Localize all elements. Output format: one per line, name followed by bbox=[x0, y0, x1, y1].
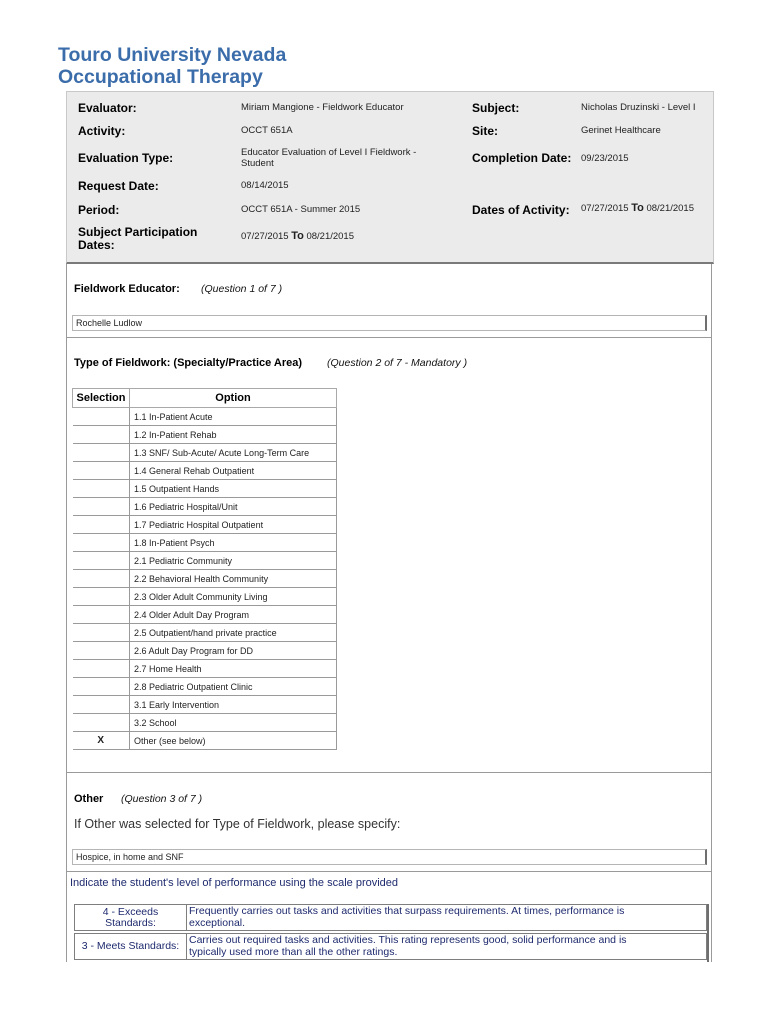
q3-label: Other bbox=[74, 793, 104, 805]
selection-cell[interactable] bbox=[73, 426, 130, 444]
fieldwork-option-row[interactable] bbox=[73, 588, 337, 606]
fieldwork-option-row[interactable] bbox=[73, 642, 337, 660]
fieldwork-type-table bbox=[72, 388, 337, 750]
option-label: 2.3 Older Adult Community Living bbox=[130, 588, 337, 606]
option-label: 2.4 Older Adult Day Program bbox=[130, 606, 337, 624]
completion-date-value: 09/23/2015 bbox=[581, 153, 629, 164]
fieldwork-option-row[interactable] bbox=[73, 462, 337, 480]
q1-meta: (Question 1 of 7 ) bbox=[201, 283, 283, 295]
option-label: 1.1 In-Patient Acute bbox=[130, 408, 337, 426]
evaluation-type-line1: Educator Evaluation of Level I Fieldwork - bbox=[241, 147, 417, 158]
evaluator-label: Evaluator: bbox=[78, 101, 137, 115]
option-label: 1.8 In-Patient Psych bbox=[130, 534, 337, 552]
period-value: OCCT 651A - Summer 2015 bbox=[241, 204, 361, 215]
scale-description-line1: Frequently carries out tasks and activities that surpass requirements. At times, performance is bbox=[189, 905, 625, 917]
option-label: 2.7 Home Health bbox=[130, 660, 337, 678]
selection-cell[interactable] bbox=[73, 570, 130, 588]
participation-dates-value bbox=[241, 231, 354, 242]
rating-scale-table bbox=[74, 904, 709, 962]
participation-to-word: To bbox=[291, 230, 304, 242]
option-label: 1.4 General Rehab Outpatient bbox=[130, 462, 337, 480]
scale-level-line2: Standards: bbox=[105, 916, 156, 929]
participation-label-line2: Dates: bbox=[78, 238, 115, 252]
q3-answer-field[interactable]: Hospice, in home and SNF bbox=[72, 849, 707, 865]
site-value: Gerinet Healthcare bbox=[581, 125, 661, 136]
fieldwork-option-row[interactable] bbox=[73, 426, 337, 444]
q1-label: Fieldwork Educator: bbox=[74, 283, 180, 295]
activity-value: OCCT 651A bbox=[241, 125, 293, 136]
q3-meta: (Question 3 of 7 ) bbox=[121, 793, 203, 805]
university-name: Touro University Nevada bbox=[58, 44, 287, 66]
selection-cell[interactable] bbox=[73, 498, 130, 516]
selection-cell[interactable] bbox=[73, 606, 130, 624]
option-label: 2.5 Outpatient/hand private practice bbox=[130, 624, 337, 642]
scale-description-line2: exceptional. bbox=[189, 916, 246, 929]
section-divider bbox=[66, 871, 712, 872]
option-label: 1.2 In-Patient Rehab bbox=[130, 426, 337, 444]
activity-end-date: 08/21/2015 bbox=[646, 203, 694, 214]
option-label: 2.8 Pediatric Outpatient Clinic bbox=[130, 678, 337, 696]
option-label: 2.1 Pediatric Community bbox=[130, 552, 337, 570]
selection-cell[interactable] bbox=[73, 624, 130, 642]
completion-date-label: Completion Date: bbox=[472, 151, 572, 165]
fieldwork-option-row[interactable] bbox=[73, 624, 337, 642]
selection-cell[interactable] bbox=[73, 408, 130, 426]
option-column-header: Option bbox=[130, 389, 337, 408]
scale-level bbox=[75, 905, 187, 930]
selection-cell[interactable] bbox=[73, 534, 130, 552]
option-label: 2.2 Behavioral Health Community bbox=[130, 570, 337, 588]
activity-label: Activity: bbox=[78, 124, 126, 138]
fieldwork-option-row[interactable] bbox=[73, 660, 337, 678]
option-label: 1.6 Pediatric Hospital/Unit bbox=[130, 498, 337, 516]
fieldwork-option-row[interactable] bbox=[73, 570, 337, 588]
scale-level bbox=[75, 934, 187, 959]
scale-description bbox=[187, 905, 706, 930]
q3-prompt: If Other was selected for Type of Fieldwork, please specify: bbox=[74, 817, 401, 831]
selection-column-header: Selection bbox=[73, 389, 130, 408]
fieldwork-option-row[interactable] bbox=[73, 552, 337, 570]
scale-level-line1: 3 - Meets Standards: bbox=[81, 940, 180, 952]
option-label: Other (see below) bbox=[130, 732, 337, 750]
option-label: 3.2 School bbox=[130, 714, 337, 732]
evaluation-type-label: Evaluation Type: bbox=[78, 151, 174, 165]
selection-cell[interactable] bbox=[73, 480, 130, 498]
fieldwork-option-row[interactable] bbox=[73, 678, 337, 696]
option-label: 2.6 Adult Day Program for DD bbox=[130, 642, 337, 660]
fieldwork-option-row[interactable] bbox=[73, 714, 337, 732]
subject-label: Subject: bbox=[472, 101, 520, 115]
selection-cell[interactable] bbox=[73, 588, 130, 606]
fieldwork-option-row[interactable] bbox=[73, 606, 337, 624]
scale-row bbox=[74, 933, 707, 960]
selection-cell[interactable] bbox=[73, 660, 130, 678]
site-label: Site: bbox=[472, 124, 499, 138]
option-label: 1.7 Pediatric Hospital Outpatient bbox=[130, 516, 337, 534]
option-label: 1.3 SNF/ Sub-Acute/ Acute Long-Term Care bbox=[130, 444, 337, 462]
section-divider bbox=[66, 337, 712, 338]
selection-cell[interactable] bbox=[73, 444, 130, 462]
fieldwork-option-row[interactable] bbox=[73, 534, 337, 552]
request-date-label: Request Date: bbox=[78, 179, 159, 193]
selection-cell[interactable] bbox=[73, 516, 130, 534]
fieldwork-option-row[interactable] bbox=[73, 408, 337, 426]
option-label: 3.1 Early Intervention bbox=[130, 696, 337, 714]
frame-right-border bbox=[711, 262, 712, 962]
dates-of-activity-label: Dates of Activity: bbox=[472, 203, 570, 217]
selection-cell[interactable] bbox=[73, 696, 130, 714]
selection-cell[interactable] bbox=[73, 462, 130, 480]
activity-to-word: To bbox=[631, 202, 644, 214]
participation-end-date: 08/21/2015 bbox=[306, 231, 354, 242]
q2-label: Type of Fieldwork: (Specialty/Practice Area) bbox=[74, 357, 303, 369]
activity-start-date: 07/27/2015 bbox=[581, 203, 629, 214]
scale-row bbox=[74, 904, 707, 931]
request-date-value: 08/14/2015 bbox=[241, 180, 289, 191]
participation-start-date: 07/27/2015 bbox=[241, 231, 289, 242]
scale-instructions: Indicate the student's level of performance using the scale provided bbox=[70, 877, 399, 889]
subject-value: Nicholas Druzinski - Level I bbox=[581, 102, 696, 113]
q1-answer-field[interactable]: Rochelle Ludlow bbox=[72, 315, 707, 331]
selection-cell[interactable] bbox=[73, 714, 130, 732]
fieldwork-option-row[interactable] bbox=[73, 732, 337, 750]
fieldwork-option-row[interactable] bbox=[73, 516, 337, 534]
program-name: Occupational Therapy bbox=[58, 66, 263, 88]
fieldwork-option-row[interactable] bbox=[73, 444, 337, 462]
fieldwork-option-row[interactable] bbox=[73, 498, 337, 516]
fieldwork-option-row[interactable] bbox=[73, 480, 337, 498]
selection-cell[interactable] bbox=[73, 678, 130, 696]
evaluator-value: Miriam Mangione - Fieldwork Educator bbox=[241, 102, 404, 113]
participation-dates-label bbox=[78, 226, 197, 252]
q2-meta: (Question 2 of 7 - Mandatory ) bbox=[327, 357, 468, 369]
evaluation-type-line2: Student bbox=[241, 158, 274, 169]
selection-cell[interactable] bbox=[73, 552, 130, 570]
option-label: 1.5 Outpatient Hands bbox=[130, 480, 337, 498]
selection-cell[interactable] bbox=[73, 642, 130, 660]
selection-cell[interactable]: X bbox=[73, 732, 130, 750]
scale-description-line1: Carries out required tasks and activities. This rating represents good, solid performance and is bbox=[189, 934, 627, 946]
dates-of-activity-value bbox=[581, 203, 694, 214]
period-label: Period: bbox=[78, 203, 120, 217]
scale-description bbox=[187, 934, 706, 959]
fieldwork-option-row[interactable] bbox=[73, 696, 337, 714]
participation-label-line1: Subject Participation bbox=[78, 225, 198, 239]
evaluation-type-value bbox=[241, 147, 416, 169]
section-divider bbox=[66, 772, 712, 773]
scale-level-line1: 4 - Exceeds bbox=[102, 905, 159, 918]
evaluation-info-panel bbox=[66, 91, 714, 264]
scale-description-line2: typically used more than all the other ratings. bbox=[189, 945, 398, 958]
frame-left-border bbox=[66, 262, 67, 962]
